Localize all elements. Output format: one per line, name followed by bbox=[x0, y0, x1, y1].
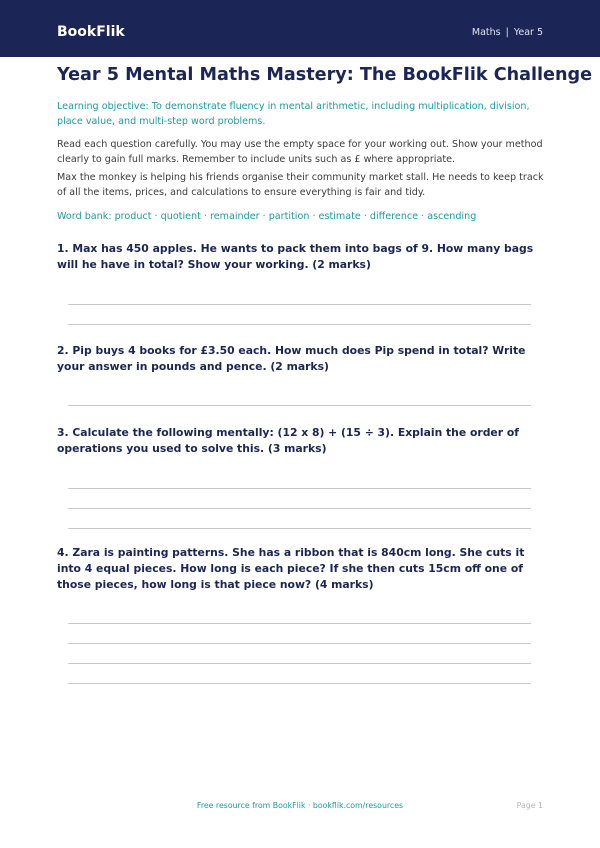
question-2: 2. Pip buys 4 books for £3.50 each. How much does Pip spend in total? Write your answer in pounds and pence. (2 marks) bbox=[57, 344, 526, 373]
story-text: Max the monkey is helping his friends organise their community market stall. He needs to keep track of all the items, prices, and calculations to ensure everything is fair and tidy. bbox=[57, 172, 544, 198]
footer-text: Free resource from BookFlik · bookflik.com/resources bbox=[196, 801, 404, 810]
instructions-text: Read each question carefully. You may use the empty space for your working out. Show your method clearly to gain full marks. Remember to include units such as £ where appropriate. bbox=[57, 139, 543, 165]
question-4: 4. Zara is painting patterns. She has a ribbon that is 840cm long. She cuts it into 4 equal pieces. How long is each piece? If she then cuts 15cm off one of those pieces, how long is that piece now? (4 marks) bbox=[57, 546, 525, 591]
page-title: Year 5 Mental Maths Mastery: The BookFlik Challenge bbox=[57, 65, 593, 85]
brand-logo: BookFlik bbox=[57, 24, 125, 40]
header-bar bbox=[0, 0, 600, 57]
answer-line[interactable] bbox=[68, 324, 531, 325]
meta-separator: | bbox=[505, 27, 509, 38]
year-label: Year 5 bbox=[513, 27, 543, 38]
subject-label: Maths bbox=[471, 27, 501, 38]
question-3: 3. Calculate the following mentally: (12 x 8) + (15 ÷ 3). Explain the order of operations you used to solve this. (3 marks) bbox=[57, 426, 519, 455]
learning-objective: Learning objective: To demonstrate fluency in mental arithmetic, including multiplication, division, place value, and multi-step word problems. bbox=[57, 101, 530, 127]
answer-line[interactable] bbox=[68, 508, 531, 509]
question-1: 1. Max has 450 apples. He wants to pack them into bags of 9. How many bags will he have in total? Show your working. (2 marks) bbox=[57, 242, 534, 271]
answer-line[interactable] bbox=[68, 488, 531, 489]
answer-line[interactable] bbox=[68, 623, 531, 624]
word-bank: Word bank: product · quotient · remainder · partition · estimate · difference · ascending bbox=[57, 211, 477, 222]
answer-line[interactable] bbox=[68, 304, 531, 305]
answer-line[interactable] bbox=[68, 528, 531, 529]
header-meta bbox=[472, 27, 543, 38]
answer-line[interactable] bbox=[68, 663, 531, 664]
answer-line[interactable] bbox=[68, 683, 531, 684]
page-number: Page 1 bbox=[516, 801, 543, 810]
answer-line[interactable] bbox=[68, 643, 531, 644]
answer-line[interactable] bbox=[68, 405, 531, 406]
